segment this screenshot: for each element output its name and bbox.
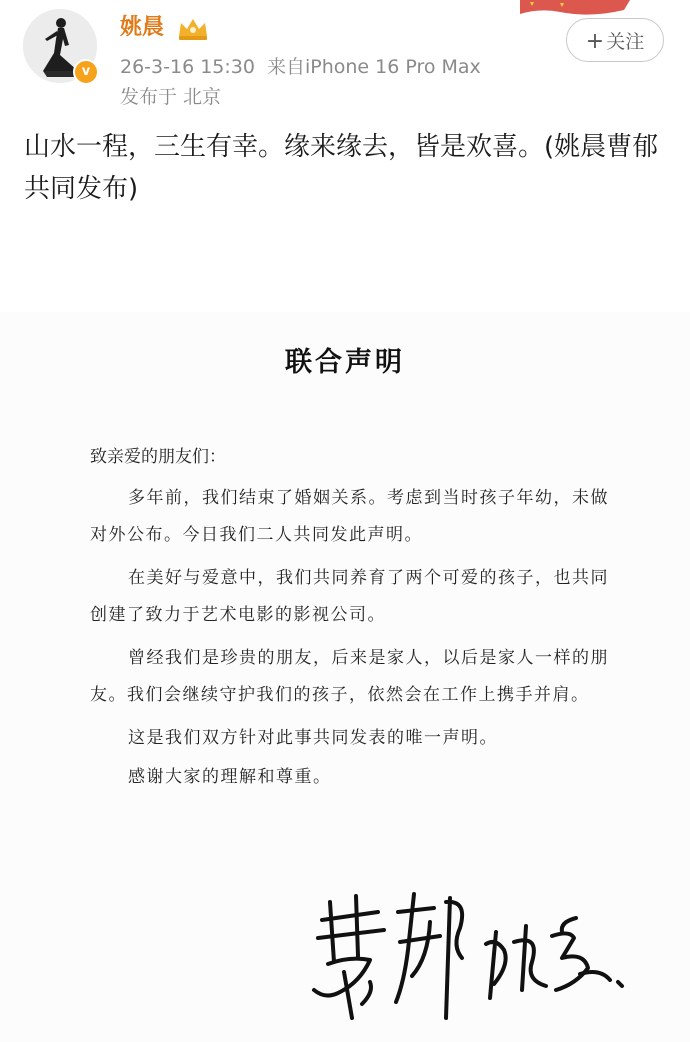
post-meta [120, 52, 481, 82]
statement-paragraph: 曾经我们是珍贵的朋友，后来是家人，以后是家人一样的朋友。我们会继续守护我们的孩子，依然会在工作上携手并肩。 [90, 648, 609, 705]
post-source: 来自iPhone 16 Pro Max [266, 56, 481, 78]
username[interactable]: 姚晨 [120, 15, 165, 40]
statement-title: 联合声明 [285, 347, 405, 378]
follow-button[interactable] [566, 18, 664, 62]
verified-badge-icon: v [73, 59, 99, 85]
statement-paragraph: 在美好与爱意中，我们共同养育了两个可爱的孩子，也共同创建了致力于艺术电影的影视公司。 [90, 568, 609, 625]
statement-paragraph: 这是我们双方针对此事共同发表的唯一声明。 [128, 728, 498, 748]
post-text: 山水一程，三生有幸。缘来缘去，皆是欢喜。(姚晨曹郁共同发布) [24, 132, 659, 204]
crown-level-icon [176, 16, 210, 42]
statement-paragraph: 多年前，我们结束了婚姻关系。考虑到当时孩子年幼，未做对外公布。今日我们二人共同发此声明。 [90, 488, 609, 545]
handwritten-signature [300, 872, 640, 1032]
post-timestamp: 26-3-16 15:30 [120, 56, 255, 78]
follow-label: 关注 [606, 31, 645, 53]
post-location: 发布于 北京 [120, 86, 222, 108]
plus-icon: + [585, 29, 605, 54]
statement-image[interactable] [0, 312, 690, 1042]
statement-paragraph: 感谢大家的理解和尊重。 [128, 767, 332, 787]
statement-salutation: 致亲爱的朋友们： [90, 447, 226, 467]
post-header [0, 0, 690, 120]
